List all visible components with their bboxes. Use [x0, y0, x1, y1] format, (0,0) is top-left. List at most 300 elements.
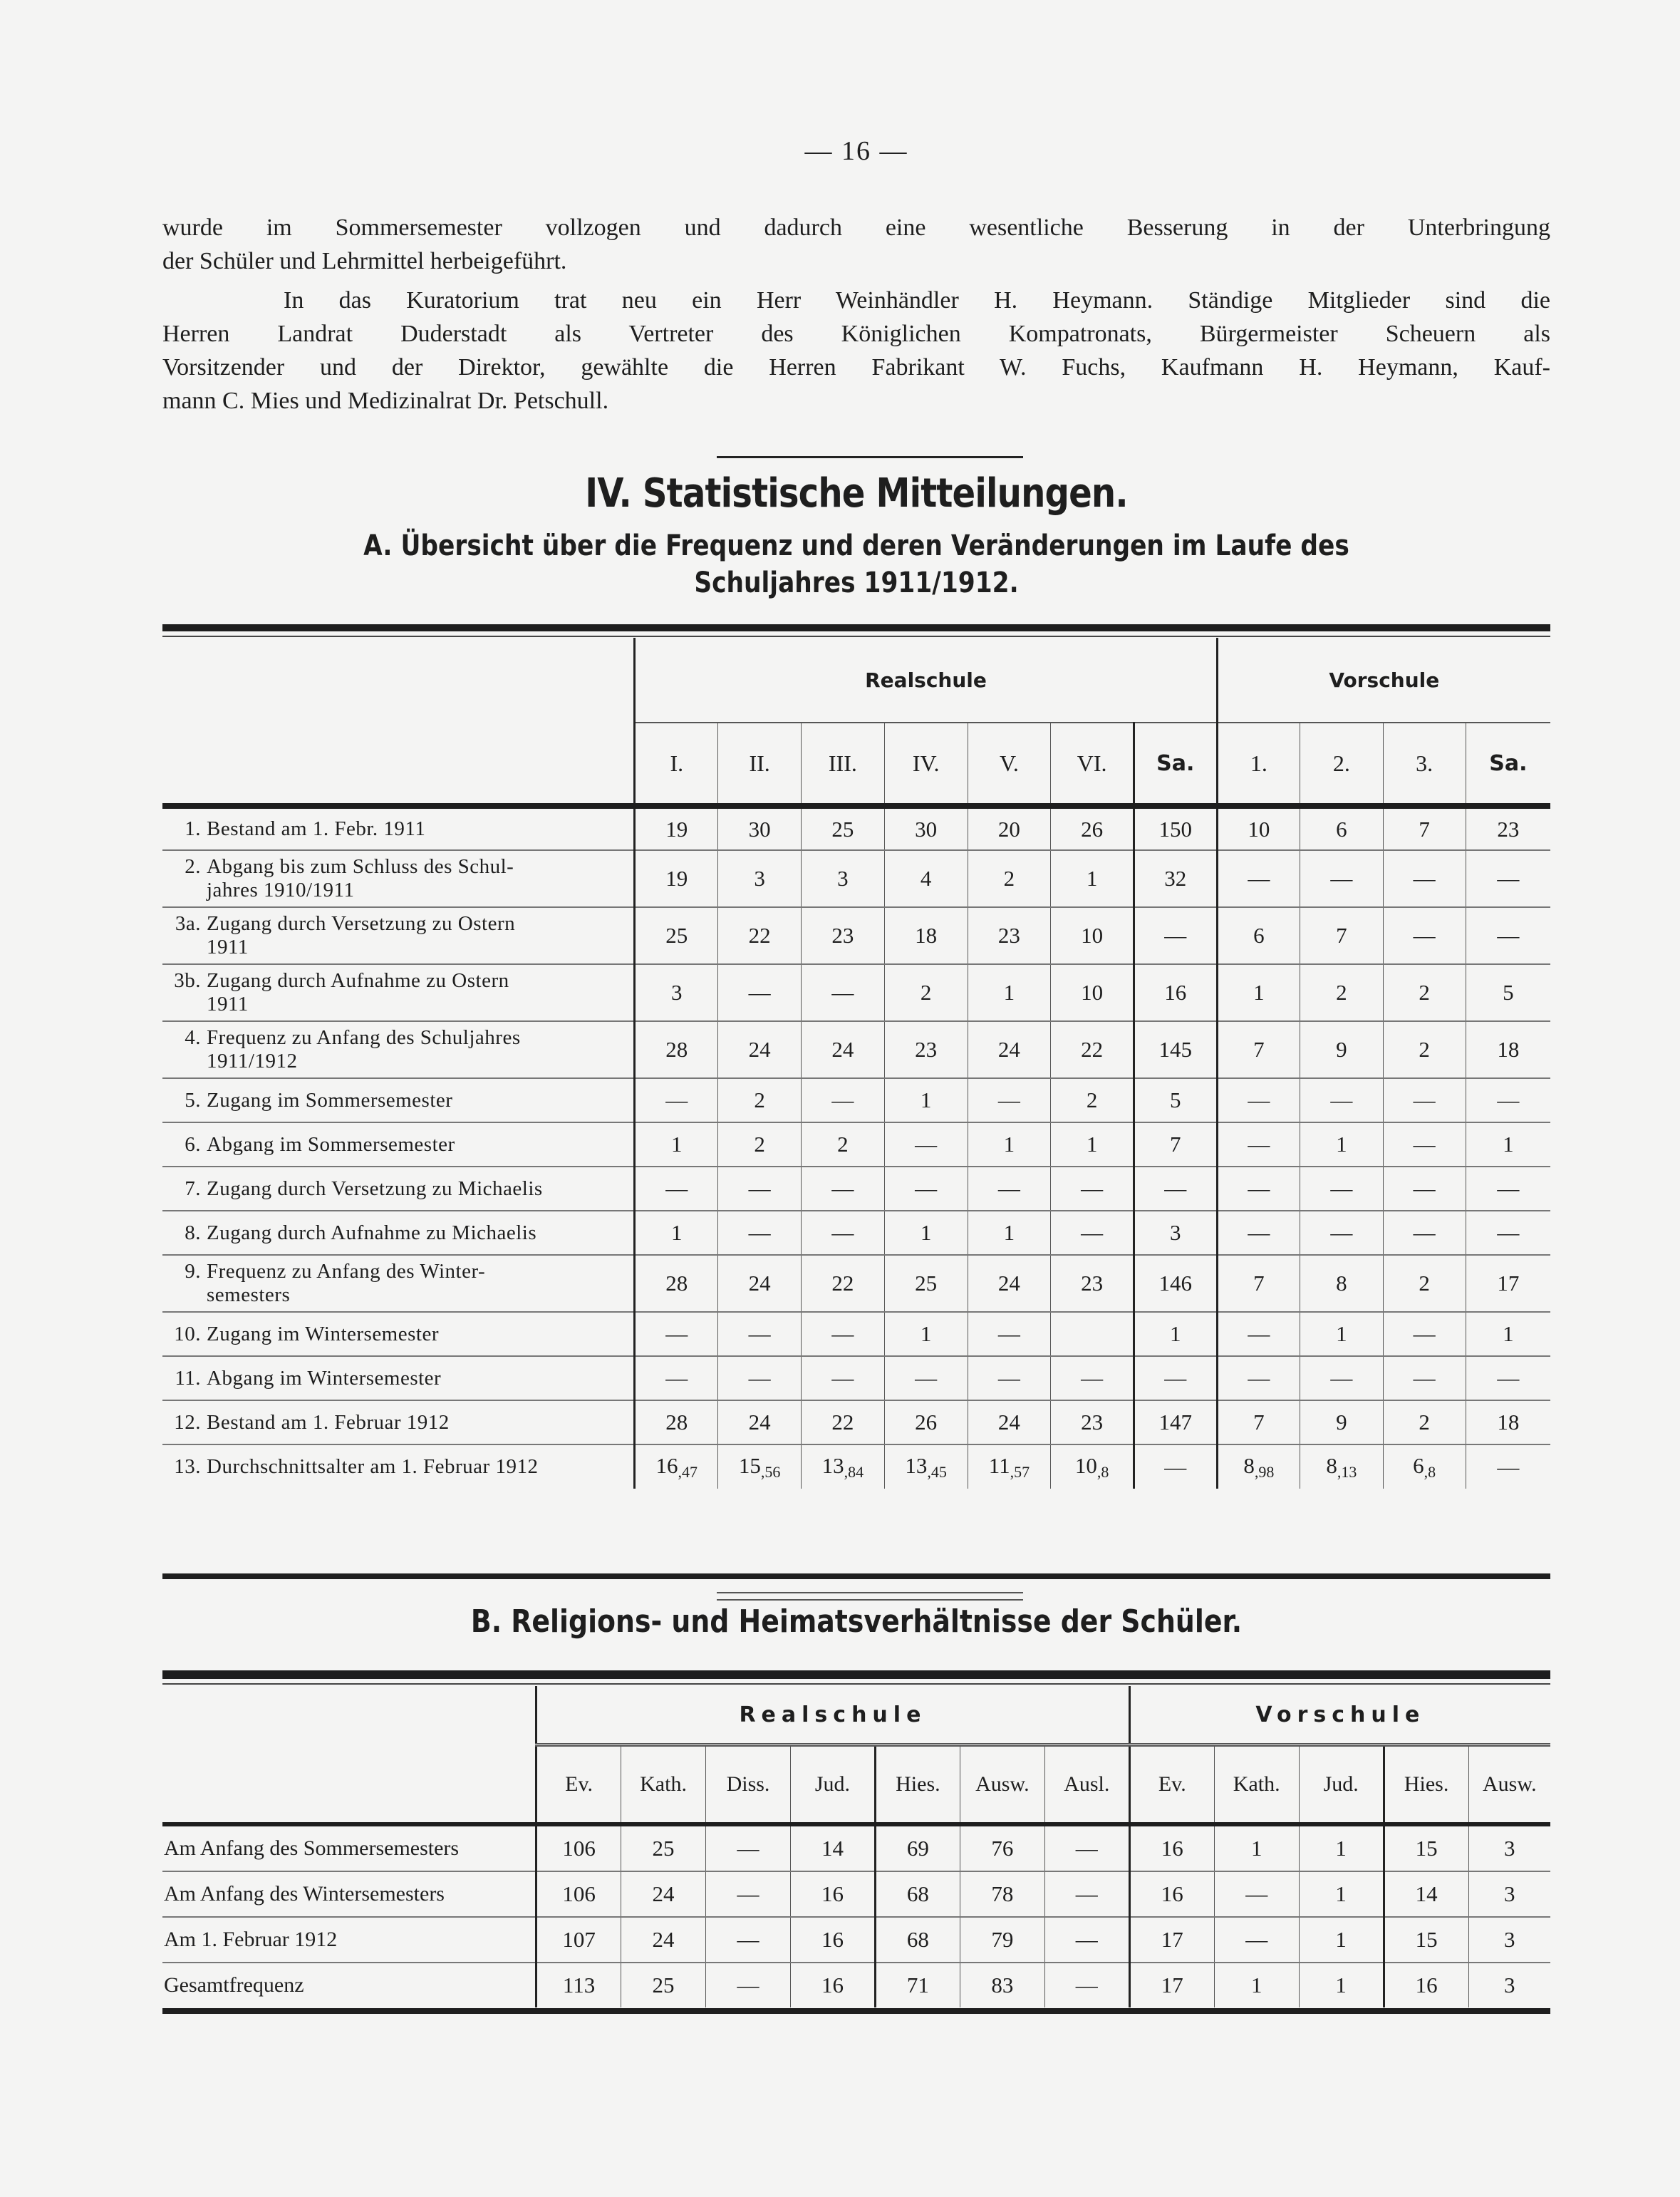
cell-value: 1 — [884, 1078, 968, 1122]
cell-value: 76 — [960, 1824, 1044, 1871]
col-header: IV. — [884, 723, 968, 806]
cell-value: — — [635, 1312, 718, 1356]
cell-value: 24 — [621, 1871, 706, 1917]
cell-value: — — [968, 1312, 1051, 1356]
cell-value: 7 — [1383, 806, 1466, 850]
row-label — [162, 1122, 635, 1167]
cell-value: 17 — [1466, 1255, 1550, 1312]
cell-value: 150 — [1134, 806, 1217, 850]
row-label: Am Anfang des Wintersemesters — [162, 1871, 536, 1917]
cell-value: 24 — [968, 1400, 1051, 1444]
row-label — [162, 1356, 635, 1400]
cell-value: — — [1383, 1122, 1466, 1167]
cell-value — [1051, 1312, 1134, 1356]
cell-value — [718, 1444, 802, 1489]
cell-value: — — [1134, 1444, 1217, 1489]
cell-value: — — [1214, 1917, 1299, 1963]
cell-value: — — [718, 1167, 802, 1211]
table-b-top-rule — [162, 1670, 1550, 1679]
cell-value: — — [1466, 1078, 1550, 1122]
cell-value: — — [1217, 850, 1300, 907]
cell-value: 32 — [1134, 850, 1217, 907]
cell-value: 1 — [968, 1211, 1051, 1255]
cell-value: 17 — [1129, 1963, 1214, 2007]
cell-value: — — [718, 964, 802, 1021]
table-row — [162, 964, 1550, 1021]
cell-value: 106 — [536, 1871, 621, 1917]
row-number: 3b. — [174, 969, 201, 992]
page-number: — 16 — — [804, 136, 908, 166]
row-number: 3a. — [175, 912, 201, 935]
cell-value: — — [1300, 1078, 1383, 1122]
cell-value: — — [1466, 1167, 1550, 1211]
cell-value: 3 — [635, 964, 718, 1021]
cell-value: 17 — [1129, 1917, 1214, 1963]
cell-value: 2 — [1383, 1255, 1466, 1312]
cell-value: — — [635, 1167, 718, 1211]
row-label: Gesamtfrequenz — [162, 1963, 536, 2007]
table-a-top-rule-thin — [162, 636, 1550, 637]
cell-value: 2 — [1383, 1021, 1466, 1078]
cell-value: 4 — [884, 850, 968, 907]
cell-value: 1 — [1051, 1122, 1134, 1167]
row-number: 4. — [185, 1026, 201, 1049]
table-a-top-rule — [162, 624, 1550, 631]
cell-value: 22 — [718, 907, 802, 964]
cell-value: — — [801, 1356, 884, 1400]
cell-value: — — [1383, 907, 1466, 964]
cell-value: — — [1217, 1356, 1300, 1400]
section-divider — [717, 456, 1023, 458]
group-header-realschule: Realschule — [536, 1686, 1130, 1745]
cell-value: 3 — [1468, 1963, 1550, 2007]
cell-value: 10 — [1051, 964, 1134, 1021]
cell-value: 7 — [1217, 1021, 1300, 1078]
row-label-header — [162, 638, 635, 806]
cell-value: — — [635, 1078, 718, 1122]
cell-value: 10 — [1051, 907, 1134, 964]
cell-value: 3 — [1468, 1917, 1550, 1963]
row-number: 10. — [174, 1322, 201, 1345]
cell-value: — — [1300, 1211, 1383, 1255]
row-label-text: Frequenz zu Anfang des Winter- — [207, 1260, 486, 1283]
cell-value: — — [1466, 1356, 1550, 1400]
cell-value: — — [968, 1078, 1051, 1122]
text-line: Vorsitzender und der Direktor, gewählte die Herren Fabrikant W. Fuchs, Kaufmann H. Heymann, Kauf- — [162, 354, 1550, 381]
cell-value: 9 — [1300, 1400, 1383, 1444]
cell-value: 15 — [1384, 1917, 1468, 1963]
cell-value: 1 — [1466, 1122, 1550, 1167]
cell-value: 3 — [1468, 1871, 1550, 1917]
table-row — [162, 1871, 1550, 1917]
col-header: III. — [801, 723, 884, 806]
table-row — [162, 1021, 1550, 1078]
age-whole: 13 — [821, 1452, 844, 1478]
cell-value: — — [1214, 1871, 1299, 1917]
cell-value — [1383, 1444, 1466, 1489]
cell-value: 1 — [1299, 1871, 1384, 1917]
cell-value: 16 — [1129, 1824, 1214, 1871]
row-number: 2. — [185, 855, 201, 878]
col-header: Kath. — [621, 1745, 706, 1825]
table-b-top-rule-thin — [162, 1683, 1550, 1685]
cell-value: — — [706, 1871, 791, 1917]
row-label-text: Abgang bis zum Schluss des Schul- — [207, 855, 514, 878]
cell-value: 2 — [884, 964, 968, 1021]
cell-value: — — [884, 1167, 968, 1211]
age-whole: 15 — [738, 1452, 761, 1478]
cell-value: — — [1300, 1356, 1383, 1400]
cell-value: 79 — [960, 1917, 1044, 1963]
col-header: Ausl. — [1044, 1745, 1129, 1825]
cell-value: 24 — [968, 1255, 1051, 1312]
cell-value: 3 — [1134, 1211, 1217, 1255]
cell-value — [1300, 1444, 1383, 1489]
cell-value: — — [801, 1078, 884, 1122]
table-row — [162, 1312, 1550, 1356]
row-label-text: Zugang durch Aufnahme zu Ostern — [207, 969, 509, 992]
cell-value: 145 — [1134, 1021, 1217, 1078]
row-label-text: Zugang durch Versetzung zu Michaelis — [207, 1177, 543, 1200]
col-header-sum: Sa. — [1134, 723, 1217, 806]
frequency-table-body — [162, 806, 1550, 1489]
cell-value: — — [718, 1356, 802, 1400]
col-header: Kath. — [1214, 1745, 1299, 1825]
table-row — [162, 850, 1550, 907]
table-row — [162, 1211, 1550, 1255]
text-line: mann C. Mies und Medizinalrat Dr. Petschull. — [162, 388, 609, 414]
age-fraction: ,98 — [1254, 1462, 1275, 1481]
col-header: Hies. — [875, 1745, 960, 1825]
cell-value: 83 — [960, 1963, 1044, 2007]
cell-value: 1 — [1300, 1312, 1383, 1356]
col-header: II. — [718, 723, 802, 806]
cell-value: 2 — [1383, 964, 1466, 1021]
cell-value — [884, 1444, 968, 1489]
cell-value: 18 — [884, 907, 968, 964]
cell-value: — — [1044, 1871, 1129, 1917]
cell-value: — — [1383, 850, 1466, 907]
age-fraction: ,56 — [760, 1462, 781, 1481]
age-fraction: ,84 — [844, 1462, 864, 1481]
cell-value: 18 — [1466, 1400, 1550, 1444]
cell-value: 1 — [968, 1122, 1051, 1167]
table-row — [162, 1122, 1550, 1167]
cell-value: 23 — [1466, 806, 1550, 850]
section-divider-double — [717, 1592, 1023, 1601]
cell-value: 22 — [1051, 1021, 1134, 1078]
cell-value: 24 — [718, 1021, 802, 1078]
table-b-bottom-rule — [162, 2008, 1550, 2014]
col-header: Ausw. — [1468, 1745, 1550, 1825]
cell-value: — — [1383, 1167, 1466, 1211]
religion-origin-table-body — [162, 1824, 1550, 2007]
row-label-text: Zugang durch Aufnahme zu Michaelis — [207, 1221, 537, 1244]
table-row — [162, 1444, 1550, 1489]
row-label-text: Frequenz zu Anfang des Schuljahres — [207, 1026, 521, 1049]
cell-value: — — [1466, 1444, 1550, 1489]
cell-value: 3 — [718, 850, 802, 907]
cell-value: 24 — [718, 1255, 802, 1312]
cell-value: 23 — [1051, 1400, 1134, 1444]
cell-value: 7 — [1300, 907, 1383, 964]
cell-value: — — [1466, 1211, 1550, 1255]
cell-value: 10 — [1217, 806, 1300, 850]
cell-value: — — [1217, 1078, 1300, 1122]
col-header: Hies. — [1384, 1745, 1468, 1825]
cell-value: 16 — [790, 1871, 875, 1917]
cell-value: 25 — [801, 806, 884, 850]
cell-value: 25 — [635, 907, 718, 964]
cell-value: 7 — [1217, 1400, 1300, 1444]
cell-value: 14 — [1384, 1871, 1468, 1917]
cell-value: 16 — [1134, 964, 1217, 1021]
table-row — [162, 907, 1550, 964]
cell-value: 23 — [1051, 1255, 1134, 1312]
row-label-continuation: 1911/1912 — [207, 1050, 298, 1072]
cell-value: — — [1383, 1356, 1466, 1400]
table-a-title-line1: A. Übersicht über die Frequenz und deren Veränderungen im Laufe des — [363, 529, 1349, 562]
cell-value: — — [1383, 1078, 1466, 1122]
cell-value: 16 — [1129, 1871, 1214, 1917]
cell-value: 78 — [960, 1871, 1044, 1917]
age-whole: 10 — [1074, 1452, 1097, 1478]
cell-value: — — [1051, 1167, 1134, 1211]
cell-value: — — [884, 1122, 968, 1167]
cell-value: — — [1134, 907, 1217, 964]
table-b-title: B. Religions- und Heimatsverhältnisse der Schüler. — [470, 1603, 1243, 1640]
age-whole: 8 — [1243, 1452, 1255, 1478]
age-fraction: ,47 — [678, 1462, 698, 1481]
cell-value: 1 — [1299, 1917, 1384, 1963]
cell-value: 20 — [968, 806, 1051, 850]
cell-value: — — [1466, 850, 1550, 907]
cell-value: — — [1217, 1211, 1300, 1255]
cell-value: 16 — [1384, 1963, 1468, 2007]
row-label — [162, 806, 635, 850]
age-whole: 11 — [988, 1452, 1010, 1478]
text-line: In das Kuratorium trat neu ein Herr Weinhändler H. Heymann. Ständige Mitglieder sind die — [284, 287, 1550, 314]
cell-value: 1 — [1051, 850, 1134, 907]
table-row — [162, 1824, 1550, 1871]
frequency-table — [162, 638, 1550, 1489]
cell-value: 147 — [1134, 1400, 1217, 1444]
text-line: der Schüler und Lehrmittel herbeigeführt. — [162, 248, 567, 274]
age-whole: 16 — [655, 1452, 678, 1478]
cell-value: 6 — [1217, 907, 1300, 964]
age-fraction: ,8 — [1096, 1462, 1109, 1481]
cell-value: 25 — [621, 1824, 706, 1871]
cell-value: 2 — [1383, 1400, 1466, 1444]
cell-value: 68 — [875, 1871, 960, 1917]
col-header: Ausw. — [960, 1745, 1044, 1825]
cell-value: 28 — [635, 1255, 718, 1312]
cell-value: — — [1383, 1312, 1466, 1356]
cell-value: 1 — [1300, 1122, 1383, 1167]
cell-value: — — [718, 1312, 802, 1356]
col-header: Diss. — [706, 1745, 791, 1825]
table-a-title — [259, 527, 1453, 601]
row-number: 6. — [185, 1132, 201, 1156]
cell-value: — — [1466, 907, 1550, 964]
row-number: 12. — [174, 1410, 201, 1434]
cell-value: — — [1217, 1167, 1300, 1211]
row-label-text: Durchschnittsalter am 1. Februar 1912 — [207, 1455, 539, 1478]
table-row — [162, 1167, 1550, 1211]
row-label — [162, 850, 635, 907]
cell-value: — — [706, 1917, 791, 1963]
cell-value: 26 — [884, 1400, 968, 1444]
cell-value: — — [801, 1312, 884, 1356]
row-label — [162, 964, 635, 1021]
row-label-continuation: 1911 — [207, 993, 249, 1015]
cell-value: 24 — [718, 1400, 802, 1444]
row-number: 8. — [185, 1221, 201, 1244]
age-whole: 6 — [1413, 1452, 1424, 1478]
row-label-text: Bestand am 1. Februar 1912 — [207, 1410, 450, 1434]
cell-value: — — [1217, 1122, 1300, 1167]
cell-value: 1 — [1299, 1824, 1384, 1871]
text-line: Herren Landrat Duderstadt als Vertreter des Königlichen Kompatronats, Bürgermeister Scheuern als — [162, 321, 1550, 347]
cell-value: 71 — [875, 1963, 960, 2007]
age-fraction: ,57 — [1010, 1462, 1030, 1481]
cell-value — [1217, 1444, 1300, 1489]
cell-value: 7 — [1134, 1122, 1217, 1167]
cell-value: 30 — [884, 806, 968, 850]
table-a-bottom-rule — [162, 1573, 1550, 1579]
cell-value: 2 — [801, 1122, 884, 1167]
cell-value: 69 — [875, 1824, 960, 1871]
cell-value: 1 — [1214, 1963, 1299, 2007]
group-header-vorschule: Vorschule — [1217, 638, 1550, 723]
group-header-realschule: Realschule — [635, 638, 1217, 723]
row-label — [162, 1255, 635, 1312]
cell-value — [801, 1444, 884, 1489]
cell-value: — — [1051, 1211, 1134, 1255]
row-label-continuation: semesters — [207, 1283, 291, 1306]
row-label — [162, 1312, 635, 1356]
cell-value: 106 — [536, 1824, 621, 1871]
cell-value: 1 — [1134, 1312, 1217, 1356]
cell-value: 5 — [1466, 964, 1550, 1021]
cell-value: 16 — [790, 1963, 875, 2007]
cell-value: 7 — [1217, 1255, 1300, 1312]
cell-value: 3 — [801, 850, 884, 907]
cell-value: 25 — [884, 1255, 968, 1312]
row-label-continuation: jahres 1910/1911 — [207, 879, 355, 901]
cell-value: 9 — [1300, 1021, 1383, 1078]
row-label — [162, 1021, 635, 1078]
cell-value: 3 — [1468, 1824, 1550, 1871]
paragraph-construction — [162, 211, 1550, 278]
age-whole: 8 — [1326, 1452, 1337, 1478]
age-fraction: ,13 — [1337, 1462, 1357, 1481]
paragraph-kuratorium — [162, 284, 1550, 418]
row-label-text: Abgang im Sommersemester — [207, 1132, 455, 1156]
text-line: wurde im Sommersemester vollzogen und dadurch eine wesentliche Besserung in der Unterbringung — [162, 214, 1550, 241]
cell-value: 1 — [635, 1211, 718, 1255]
cell-value: 22 — [801, 1255, 884, 1312]
row-label-text: Zugang im Sommersemester — [207, 1088, 453, 1112]
group-header-vorschule: Vorschule — [1129, 1686, 1550, 1745]
cell-value: 24 — [621, 1917, 706, 1963]
cell-value: 24 — [968, 1021, 1051, 1078]
cell-value: 25 — [621, 1963, 706, 2007]
cell-value: — — [1044, 1917, 1129, 1963]
col-header: 2. — [1300, 723, 1383, 806]
cell-value: — — [1134, 1167, 1217, 1211]
cell-value: — — [1300, 850, 1383, 907]
age-whole: 13 — [905, 1452, 928, 1478]
cell-value: 1 — [1466, 1312, 1550, 1356]
cell-value — [1051, 1444, 1134, 1489]
cell-value: 1 — [1217, 964, 1300, 1021]
cell-value: 28 — [635, 1400, 718, 1444]
row-label-header — [162, 1686, 536, 1824]
col-header: Jud. — [1299, 1745, 1384, 1825]
row-label-text: Zugang im Wintersemester — [207, 1322, 439, 1345]
cell-value: 16 — [790, 1917, 875, 1963]
cell-value: 1 — [1299, 1963, 1384, 2007]
row-number: 1. — [185, 817, 201, 840]
cell-value: 24 — [801, 1021, 884, 1078]
table-row — [162, 1963, 1550, 2007]
cell-value: 14 — [790, 1824, 875, 1871]
cell-value: — — [801, 1211, 884, 1255]
cell-value: — — [1217, 1312, 1300, 1356]
row-label-continuation: 1911 — [207, 936, 249, 958]
cell-value: 2 — [718, 1122, 802, 1167]
cell-value: — — [1044, 1963, 1129, 2007]
cell-value: — — [968, 1356, 1051, 1400]
cell-value: 2 — [718, 1078, 802, 1122]
cell-value: 2 — [968, 850, 1051, 907]
col-header: I. — [635, 723, 718, 806]
col-header: VI. — [1051, 723, 1134, 806]
cell-value: 23 — [968, 907, 1051, 964]
cell-value: 1 — [968, 964, 1051, 1021]
cell-value: — — [706, 1963, 791, 2007]
cell-value: — — [1134, 1356, 1217, 1400]
section-title: IV. Statistische Mitteilungen. — [585, 470, 1128, 517]
cell-value: — — [968, 1167, 1051, 1211]
row-label — [162, 1444, 635, 1489]
cell-value: 113 — [536, 1963, 621, 2007]
cell-value: 15 — [1384, 1824, 1468, 1871]
cell-value — [635, 1444, 718, 1489]
cell-value: — — [718, 1211, 802, 1255]
cell-value: — — [801, 964, 884, 1021]
cell-value: — — [635, 1356, 718, 1400]
cell-value: 5 — [1134, 1078, 1217, 1122]
row-label — [162, 1400, 635, 1444]
table-row — [162, 1078, 1550, 1122]
col-header: Jud. — [790, 1745, 875, 1825]
col-header: 3. — [1383, 723, 1466, 806]
cell-value: 1 — [884, 1312, 968, 1356]
cell-value: 68 — [875, 1917, 960, 1963]
row-number: 5. — [185, 1088, 201, 1112]
row-label: Am Anfang des Sommersemesters — [164, 1836, 460, 1860]
cell-value: 1 — [635, 1122, 718, 1167]
table-row — [162, 1356, 1550, 1400]
row-label — [162, 907, 635, 964]
row-number: 9. — [185, 1260, 201, 1283]
row-label — [162, 1078, 635, 1122]
row-number: 13. — [174, 1455, 201, 1478]
cell-value: 146 — [1134, 1255, 1217, 1312]
cell-value: — — [1044, 1824, 1129, 1871]
